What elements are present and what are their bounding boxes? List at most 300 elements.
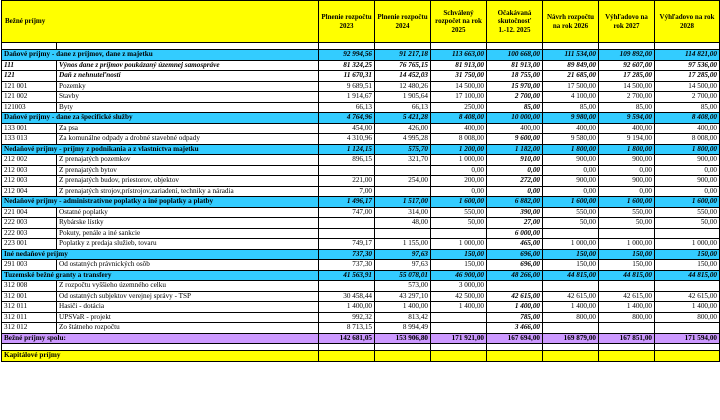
row-value: 27,00 <box>487 218 543 229</box>
row-value: 17 285,00 <box>655 71 720 82</box>
table-row <box>2 81 720 92</box>
row-value: 150,00 <box>655 249 720 260</box>
row-value: 1 400,00 <box>543 302 599 313</box>
header-col-2027: Výhľadovo na rok 2027 <box>599 1 655 43</box>
row-value: 0,00 <box>487 165 543 176</box>
row-value: 1 000,00 <box>431 239 487 250</box>
row-label: Z prenajatých bytov <box>57 165 319 176</box>
row-label: Daňové príjmy - dane z príjmov, dane z majetku <box>2 50 319 61</box>
table-row <box>2 123 720 134</box>
row-value: 97,63 <box>375 260 431 271</box>
row-label: Z prenajatých budov, priestorov, objektov <box>57 176 319 187</box>
table-row <box>2 71 720 82</box>
row-value: 550,00 <box>431 207 487 218</box>
row-value: 97 536,00 <box>655 60 720 71</box>
row-label: Daň z nehnuteľností <box>57 71 319 82</box>
row-value <box>655 351 720 362</box>
row-label: Rybárske lístky <box>57 218 319 229</box>
row-value <box>599 323 655 334</box>
row-value: 153 906,80 <box>375 333 431 344</box>
row-code: 121003 <box>2 102 57 113</box>
row-value: 43 297,10 <box>375 291 431 302</box>
row-value: 0,00 <box>543 186 599 197</box>
row-code: 212 004 <box>2 186 57 197</box>
row-value: 167 851,00 <box>599 333 655 344</box>
table-row <box>2 197 720 208</box>
row-value: 4 100,00 <box>543 92 599 103</box>
row-value: 1 000,00 <box>655 239 720 250</box>
row-value: 800,00 <box>655 312 720 323</box>
table-row <box>2 155 720 166</box>
row-code: 222 003 <box>2 218 57 229</box>
row-label: Iné nedaňové príjmy <box>2 249 319 260</box>
row-value: 150,00 <box>543 249 599 260</box>
row-value: 85,00 <box>487 102 543 113</box>
row-value: 17 100,00 <box>431 92 487 103</box>
row-value <box>543 323 599 334</box>
row-value: 1 517,00 <box>375 197 431 208</box>
row-value: 8 994,49 <box>375 323 431 334</box>
table-row <box>2 50 720 61</box>
row-value: 400,00 <box>487 123 543 134</box>
row-value: 17 500,00 <box>543 81 599 92</box>
row-value: 50,00 <box>543 218 599 229</box>
row-value: 9 194,00 <box>599 134 655 145</box>
table-row <box>2 351 720 362</box>
row-value: 11 670,31 <box>319 71 375 82</box>
table-row <box>2 228 720 239</box>
row-value: 900,00 <box>655 176 720 187</box>
row-value: 1 800,00 <box>655 144 720 155</box>
row-value: 48 266,00 <box>487 270 543 281</box>
row-value: 749,17 <box>319 239 375 250</box>
row-value <box>487 351 543 362</box>
row-value: 0,00 <box>543 165 599 176</box>
row-value: 18 755,00 <box>487 71 543 82</box>
row-value <box>319 228 375 239</box>
row-value <box>431 323 487 334</box>
row-value: 896,15 <box>319 155 375 166</box>
row-value: 785,00 <box>487 312 543 323</box>
row-value: 46 900,00 <box>431 270 487 281</box>
row-value: 5 421,28 <box>375 113 431 124</box>
row-label: Od ostatných subjektov verejnej správy - TSP <box>57 291 319 302</box>
row-value <box>543 281 599 292</box>
row-code: 312 012 <box>2 323 57 334</box>
row-label: Ostatné poplatky <box>57 207 319 218</box>
row-value: 8 408,00 <box>655 113 720 124</box>
row-value: 1 400,00 <box>431 302 487 313</box>
table-row <box>2 344 720 351</box>
row-value: 400,00 <box>655 123 720 134</box>
row-value: 0,00 <box>431 165 487 176</box>
row-value: 42 500,00 <box>431 291 487 302</box>
table-row <box>2 260 720 271</box>
table-row <box>2 176 720 187</box>
row-value <box>319 218 375 229</box>
row-value: 575,70 <box>375 144 431 155</box>
row-value: 81 324,25 <box>319 60 375 71</box>
row-value: 42 615,00 <box>599 291 655 302</box>
row-label: Výnos dane z príjmov poukázaný územnej samospráve <box>57 60 319 71</box>
row-code: 121 001 <box>2 81 57 92</box>
row-value <box>487 281 543 292</box>
table-row <box>2 186 720 197</box>
row-code: 121 002 <box>2 92 57 103</box>
row-value: 114 821,00 <box>655 50 720 61</box>
row-value: 900,00 <box>543 155 599 166</box>
row-value: 31 750,00 <box>431 71 487 82</box>
row-value: 48,00 <box>375 218 431 229</box>
row-label <box>2 344 319 351</box>
row-value: 44 815,00 <box>655 270 720 281</box>
row-value: 314,00 <box>375 207 431 218</box>
row-code: 291 003 <box>2 260 57 271</box>
row-value: 1 124,15 <box>319 144 375 155</box>
row-value <box>431 351 487 362</box>
row-value: 900,00 <box>543 176 599 187</box>
row-value: 426,00 <box>375 123 431 134</box>
row-value <box>599 228 655 239</box>
row-value: 4 764,96 <box>319 113 375 124</box>
row-label: Za komunálne odpady a drobné stavebné odpady <box>57 134 319 145</box>
row-value: 747,00 <box>319 207 375 218</box>
row-label: Tuzemské bežné granty a transfery <box>2 270 319 281</box>
table-row <box>2 333 720 344</box>
row-value: 254,00 <box>375 176 431 187</box>
row-value: 44 815,00 <box>599 270 655 281</box>
row-value: 200,00 <box>431 176 487 187</box>
table-row <box>2 312 720 323</box>
table-row <box>2 60 720 71</box>
row-value: 17 285,00 <box>599 71 655 82</box>
row-value: 900,00 <box>655 155 720 166</box>
row-label: Byty <box>57 102 319 113</box>
row-label: Nedaňové príjmy - administratívne poplatky a iné poplatky a platby <box>2 197 319 208</box>
row-value: 91 217,18 <box>375 50 431 61</box>
row-value: 1 400,00 <box>599 302 655 313</box>
spacer-row <box>2 43 720 50</box>
row-code: 312 011 <box>2 302 57 313</box>
row-value: 10 000,00 <box>487 113 543 124</box>
row-value: 0,00 <box>655 165 720 176</box>
row-value: 92 607,00 <box>599 60 655 71</box>
row-value: 142 681,05 <box>319 333 375 344</box>
row-value: 85,00 <box>599 102 655 113</box>
row-value: 0,00 <box>599 186 655 197</box>
row-value: 1 200,00 <box>431 144 487 155</box>
row-value <box>543 228 599 239</box>
row-value: 12 480,26 <box>375 81 431 92</box>
row-value <box>655 281 720 292</box>
header-col-2028: Výhľadovo na rok 2028 <box>655 1 720 43</box>
row-value <box>487 344 543 351</box>
row-value: 4 995,28 <box>375 134 431 145</box>
row-value <box>543 351 599 362</box>
row-value: 3 000,00 <box>431 281 487 292</box>
row-value: 109 892,00 <box>599 50 655 61</box>
row-label: Kapitálové príjmy <box>2 351 319 362</box>
row-code: 221 004 <box>2 207 57 218</box>
row-label: Za psa <box>57 123 319 134</box>
row-value: 89 849,00 <box>543 60 599 71</box>
row-code: 212 002 <box>2 155 57 166</box>
table-row <box>2 302 720 313</box>
header-col-2025-approved: Schválený rozpočet na rok 2025 <box>431 1 487 43</box>
row-code: 121 <box>2 71 57 82</box>
row-value: 992,32 <box>319 312 375 323</box>
row-value: 14 500,00 <box>655 81 720 92</box>
row-value: 221,00 <box>319 176 375 187</box>
row-value: 390,00 <box>487 207 543 218</box>
row-value: 1 600,00 <box>431 197 487 208</box>
row-value: 1 800,00 <box>543 144 599 155</box>
row-value <box>655 344 720 351</box>
row-label: UPSVaR - projekt <box>57 312 319 323</box>
table-row <box>2 113 720 124</box>
row-label: Hasiči - dotácia <box>57 302 319 313</box>
row-value: 41 563,91 <box>319 270 375 281</box>
row-value: 55 078,01 <box>375 270 431 281</box>
row-value: 400,00 <box>599 123 655 134</box>
row-code: 312 008 <box>2 281 57 292</box>
row-value: 3 466,00 <box>487 323 543 334</box>
row-label: Daňové príjmy - dane za špecifické služby <box>2 113 319 124</box>
row-value: 573,00 <box>375 281 431 292</box>
row-label: Nedaňové príjmy - príjmy z podnikania a z vlastníctva majetku <box>2 144 319 155</box>
row-value: 2 700,00 <box>655 92 720 103</box>
row-value: 8 408,00 <box>431 113 487 124</box>
row-value: 150,00 <box>655 260 720 271</box>
row-value: 910,00 <box>487 155 543 166</box>
row-label: Stavby <box>57 92 319 103</box>
table-row <box>2 249 720 260</box>
row-value: 85,00 <box>543 102 599 113</box>
row-value: 1 600,00 <box>599 197 655 208</box>
row-value: 1 400,00 <box>655 302 720 313</box>
row-value: 1 600,00 <box>655 197 720 208</box>
row-value: 50,00 <box>599 218 655 229</box>
row-value: 81 913,00 <box>431 60 487 71</box>
row-label: Zo štátneho rozpočtu <box>57 323 319 334</box>
row-value: 44 815,00 <box>543 270 599 281</box>
row-value: 6 882,00 <box>487 197 543 208</box>
row-value: 2 700,00 <box>487 92 543 103</box>
row-label: Poplatky z predaja služieb, tovaru <box>57 239 319 250</box>
row-value <box>599 344 655 351</box>
row-value <box>319 351 375 362</box>
row-label: Pokuty, penále a iné sankcie <box>57 228 319 239</box>
table-body <box>2 50 720 362</box>
row-label: Z prenajatých pozemkov <box>57 155 319 166</box>
row-value <box>655 228 720 239</box>
budget-table <box>1 0 720 362</box>
row-code: 212 003 <box>2 165 57 176</box>
row-value: 66,13 <box>375 102 431 113</box>
row-value: 14 500,00 <box>431 81 487 92</box>
row-label: Pozemky <box>57 81 319 92</box>
row-value: 696,00 <box>487 260 543 271</box>
table-row <box>2 323 720 334</box>
row-value: 111 534,00 <box>543 50 599 61</box>
table-row <box>2 281 720 292</box>
row-value: 1 155,00 <box>375 239 431 250</box>
row-value: 167 694,00 <box>487 333 543 344</box>
row-value: 250,00 <box>431 102 487 113</box>
row-value: 696,00 <box>487 249 543 260</box>
row-code: 133 001 <box>2 123 57 134</box>
row-value <box>319 344 375 351</box>
row-value: 30 458,44 <box>319 291 375 302</box>
table-row <box>2 218 720 229</box>
table-row <box>2 102 720 113</box>
row-value: 321,70 <box>375 155 431 166</box>
row-value: 81 913,00 <box>487 60 543 71</box>
row-value: 85,00 <box>655 102 720 113</box>
table-row <box>2 291 720 302</box>
row-code: 111 <box>2 60 57 71</box>
row-value: 454,00 <box>319 123 375 134</box>
row-value: 0,00 <box>431 186 487 197</box>
row-value <box>655 323 720 334</box>
row-code: 133 013 <box>2 134 57 145</box>
row-code: 312 001 <box>2 291 57 302</box>
row-value: 900,00 <box>599 155 655 166</box>
row-value: 1 496,17 <box>319 197 375 208</box>
row-value: 7,00 <box>319 186 375 197</box>
row-value: 50,00 <box>431 218 487 229</box>
row-value: 66,13 <box>319 102 375 113</box>
row-value: 0,00 <box>655 186 720 197</box>
row-label: Od ostatných právnických osôb <box>57 260 319 271</box>
row-value: 92 994,56 <box>319 50 375 61</box>
row-value: 1 600,00 <box>543 197 599 208</box>
row-value: 50,00 <box>655 218 720 229</box>
row-value: 100 668,00 <box>487 50 543 61</box>
row-value: 1 000,00 <box>431 155 487 166</box>
row-value: 8 713,15 <box>319 323 375 334</box>
row-code: 223 001 <box>2 239 57 250</box>
row-value: 2 700,00 <box>599 92 655 103</box>
row-value: 150,00 <box>431 260 487 271</box>
row-value: 1 914,67 <box>319 92 375 103</box>
row-value: 1 400,00 <box>375 302 431 313</box>
header-col-2024: Plnenie rozpočtu 2024 <box>375 1 431 43</box>
row-value <box>375 186 431 197</box>
table-row <box>2 144 720 155</box>
header-col-2026: Návrh rozpočtu na rok 2026 <box>543 1 599 43</box>
row-value <box>543 344 599 351</box>
row-value: 42 615,00 <box>487 291 543 302</box>
row-value: 1 000,00 <box>543 239 599 250</box>
row-value <box>599 281 655 292</box>
row-value: 9 600,00 <box>487 134 543 145</box>
row-value: 550,00 <box>655 207 720 218</box>
table-row <box>2 134 720 145</box>
row-value: 272,00 <box>487 176 543 187</box>
row-value: 14 500,00 <box>599 81 655 92</box>
row-label: Bežné príjmy spolu: <box>2 333 319 344</box>
row-value <box>319 165 375 176</box>
row-value: 737,30 <box>319 249 375 260</box>
row-value: 813,42 <box>375 312 431 323</box>
row-value: 150,00 <box>431 249 487 260</box>
row-value: 150,00 <box>599 260 655 271</box>
row-value <box>431 312 487 323</box>
row-value: 9 980,00 <box>543 113 599 124</box>
row-value: 14 452,03 <box>375 71 431 82</box>
row-value: 150,00 <box>599 249 655 260</box>
row-value: 171 921,00 <box>431 333 487 344</box>
row-value: 900,00 <box>599 176 655 187</box>
table-row <box>2 270 720 281</box>
header-row <box>2 1 720 43</box>
row-value: 8 008,00 <box>655 134 720 145</box>
row-value: 800,00 <box>599 312 655 323</box>
row-code: 212 003 <box>2 176 57 187</box>
row-code: 312 011 <box>2 312 57 323</box>
row-value: 800,00 <box>543 312 599 323</box>
row-value: 21 685,00 <box>543 71 599 82</box>
row-value: 737,30 <box>319 260 375 271</box>
table-row <box>2 207 720 218</box>
row-value: 1 800,00 <box>599 144 655 155</box>
row-value: 9 594,00 <box>599 113 655 124</box>
row-value: 1 182,00 <box>487 144 543 155</box>
row-value: 550,00 <box>543 207 599 218</box>
row-value: 0,00 <box>487 186 543 197</box>
row-value: 169 879,00 <box>543 333 599 344</box>
row-value: 15 970,00 <box>487 81 543 92</box>
row-value: 97,63 <box>375 249 431 260</box>
row-value <box>375 351 431 362</box>
row-value: 42 615,00 <box>655 291 720 302</box>
table-row <box>2 239 720 250</box>
row-value: 465,00 <box>487 239 543 250</box>
row-value: 0,00 <box>599 165 655 176</box>
row-value: 1 400,00 <box>487 302 543 313</box>
row-value <box>375 228 431 239</box>
row-value <box>375 344 431 351</box>
row-label: Z prenajatých strojov,prístrojov,zariadení, techniky a náradia <box>57 186 319 197</box>
header-col-2023: Plnenie rozpočtu 2023 <box>319 1 375 43</box>
row-value <box>319 281 375 292</box>
row-value: 8 008,00 <box>431 134 487 145</box>
row-value: 1 000,00 <box>599 239 655 250</box>
row-value: 550,00 <box>599 207 655 218</box>
row-value: 9 689,51 <box>319 81 375 92</box>
row-value: 9 580,00 <box>543 134 599 145</box>
table-row <box>2 92 720 103</box>
row-value: 400,00 <box>431 123 487 134</box>
row-value <box>431 228 487 239</box>
row-value: 42 615,00 <box>543 291 599 302</box>
row-value: 1 905,64 <box>375 92 431 103</box>
row-label: Z rozpočtu vyššieho územného celku <box>57 281 319 292</box>
row-value: 113 663,00 <box>431 50 487 61</box>
row-value <box>599 351 655 362</box>
row-value: 1 400,00 <box>319 302 375 313</box>
row-value: 76 765,15 <box>375 60 431 71</box>
row-value: 4 310,96 <box>319 134 375 145</box>
row-value <box>375 165 431 176</box>
row-value: 400,00 <box>543 123 599 134</box>
table-row <box>2 165 720 176</box>
row-value: 6 000,00 <box>487 228 543 239</box>
header-col-2025-expected: Očakávaná skutočnosť 1.-12. 2025 <box>487 1 543 43</box>
row-value: 171 594,00 <box>655 333 720 344</box>
header-category: Bežné príjmy <box>2 1 319 43</box>
